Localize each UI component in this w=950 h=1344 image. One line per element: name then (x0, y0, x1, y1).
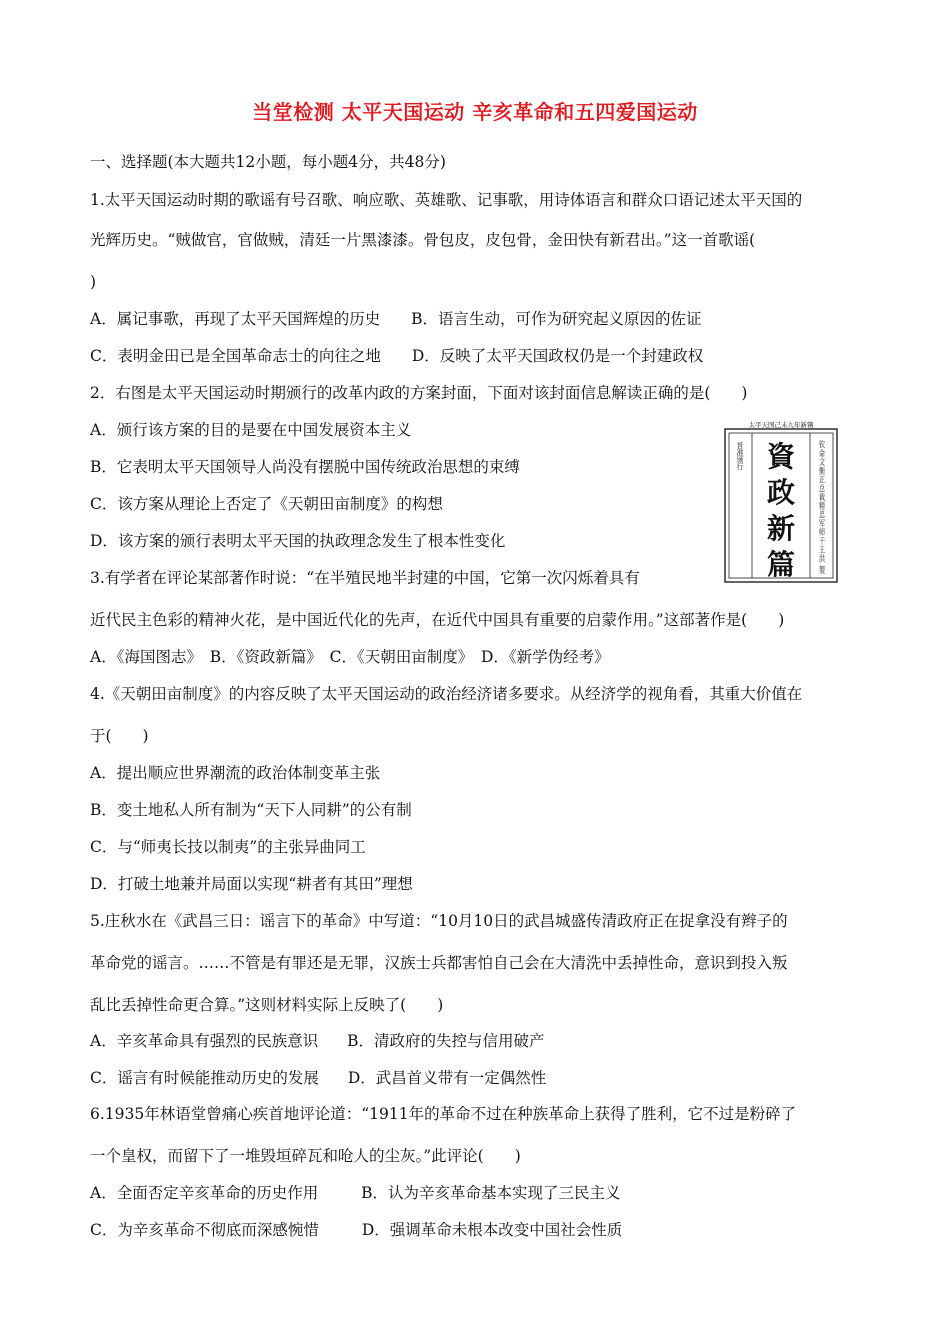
q1-option-a: A．属记事歌，再现了太平天国辉煌的历史 (90, 310, 381, 328)
cover-title-char-1: 資 (766, 440, 796, 473)
cover-title-char-3: 新 (766, 512, 796, 545)
q4-option-a: A．提出顺应世界潮流的政治体制变革主张 (90, 764, 381, 782)
q3-stem-line1: 3.有学者在评论某部著作时说：“在半殖民地半封建的中国，它第一次闪烁着具有 (90, 569, 640, 587)
cover-title-char-4: 篇 (766, 548, 796, 581)
q6-option-a: A．全面否定辛亥革命的历史作用 (90, 1184, 319, 1202)
q4-option-b: B．变土地私人所有制为“天下人同耕”的公有制 (90, 801, 412, 819)
q1-options-row2 (90, 346, 703, 366)
cover-title-char-2: 政 (766, 476, 796, 509)
q5-option-d: D．武昌首义带有一定偶然性 (347, 1069, 547, 1087)
q4-option-d: D．打破土地兼并局面以实现“耕者有其田”理想 (90, 875, 413, 893)
q4-stem-line1: 4.《天朝田亩制度》的内容反映了太平天国运动的政治经济诸多要求。从经济学的视角看，其重大价值在 (90, 685, 803, 703)
q1-stem-line1: 1.太平天国运动时期的歌谣有号召歌、响应歌、英雄歌、记事歌，用诗体语言和群众口语记述太平天国的 (90, 191, 803, 209)
section-heading: 一、选择题(本大题共12小题，每小题4分，共48分) (90, 153, 446, 171)
q1-options-row1 (90, 309, 702, 329)
q6-options-row1 (90, 1183, 621, 1203)
q5-options-row2 (90, 1068, 546, 1088)
q3-options: A．《海国图志》 B．《资政新篇》 C．《天朝田亩制度》 D．《新学伪经考》 (90, 648, 610, 666)
q5-option-c: C．谣言有时候能推动历史的发展 (90, 1069, 319, 1087)
q2-option-c: C．该方案从理论上否定了《天朝田亩制度》的构想 (90, 495, 443, 513)
q1-stem-line3: ) (90, 273, 97, 291)
zizheng-xinpian-cover-image (724, 420, 838, 584)
q5-stem-line2: 革命党的谣言。……不管是有罪还是无罪，汉族士兵都害怕自己会在大清洗中丢掉性命，意识到投入叛 (90, 954, 788, 972)
q5-stem-line1: 5.庄秋水在《武昌三日：谣言下的革命》中写道：“10月10日的武昌城盛传清政府正在捉拿没有辫子的 (90, 912, 788, 930)
page-title: 当堂检测 太平天国运动 辛亥革命和五四爱国运动 (252, 100, 698, 124)
q1-option-d: D．反映了太平天国政权仍是一个封建政权 (411, 347, 704, 365)
q6-stem-line1: 6.1935年林语堂曾痛心疾首地评论道：“1911年的革命不过在种族革命上获得了胜利，它不过是粉碎了 (90, 1105, 797, 1123)
q6-option-c: C．为辛亥革命不彻底而深感惋惜 (90, 1221, 319, 1239)
q5-option-b: B．清政府的失控与信用破产 (347, 1032, 545, 1050)
q6-option-d: D．强调革命未根本改变中国社会性质 (361, 1221, 623, 1239)
q1-option-c: C．表明金田已是全国革命志士的向往之地 (90, 347, 381, 365)
q6-stem-line2: 一个皇权，而留下了一堆毁垣碎瓦和呛人的尘灰。”此评论( ) (90, 1147, 521, 1165)
q3-stem-line2: 近代民主色彩的精神火花，是中国近代化的先声，在近代中国具有重要的启蒙作用。”这部著作是( ) (90, 611, 785, 629)
q2-option-a: A．颁行该方案的目的是要在中国发展资本主义 (90, 421, 412, 439)
cover-left-text: 旨准颁行 (736, 442, 744, 470)
cover-top-text: 太平天国己未九年新镌 (748, 421, 814, 429)
q1-stem-line2: 光辉历史。“贼做官，官做贼，清廷一片黑漆漆。骨包皮，皮包骨，金田快有新君出。”这一首歌谣( (90, 231, 756, 249)
q2-stem: 2．右图是太平天国运动时期颁行的改革内政的方案封面，下面对该封面信息解读正确的是( ) (90, 384, 748, 402)
q5-stem-line3: 乱比丢掉性命更合算。”这则材料实际上反映了( ) (90, 996, 444, 1014)
cover-right-text: 钦命文衡正总裁精忠军师干王洪 製 (817, 440, 825, 532)
q6-option-b: B．认为辛亥革命基本实现了三民主义 (361, 1184, 621, 1202)
q6-options-row2 (90, 1220, 622, 1240)
q4-option-c: C．与“师夷长技以制夷”的主张异曲同工 (90, 838, 366, 856)
q2-option-d: D．该方案的颁行表明太平天国的执政理念发生了根本性变化 (90, 532, 506, 550)
q5-option-a: A．辛亥革命具有强烈的民族意识 (90, 1032, 319, 1050)
q4-stem-line2: 于( ) (90, 727, 149, 745)
q5-options-row1 (90, 1031, 545, 1051)
q2-option-b: B．它表明太平天国领导人尚没有摆脱中国传统政治思想的束缚 (90, 458, 520, 476)
q1-option-b: B．语言生动，可作为研究起义原因的佐证 (411, 310, 702, 328)
